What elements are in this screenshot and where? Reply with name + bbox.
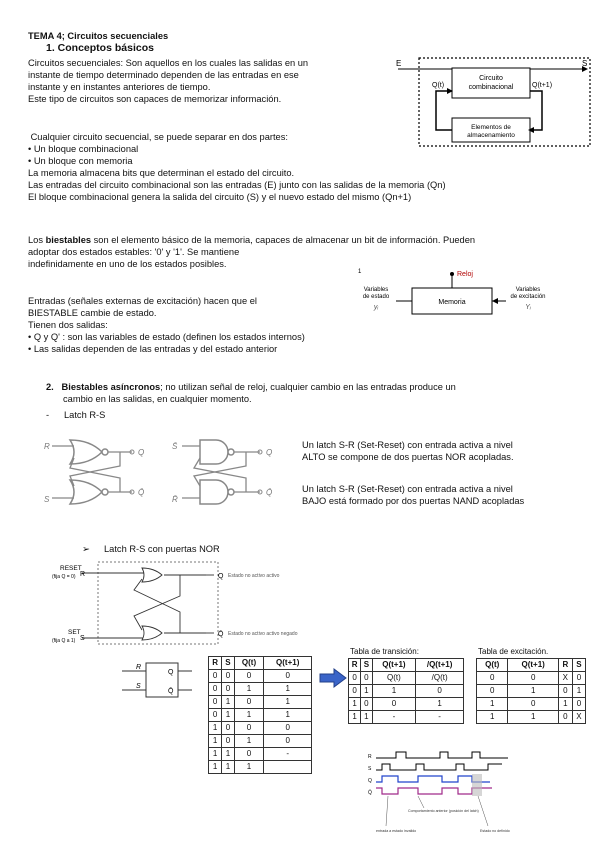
r-waveform	[376, 752, 508, 758]
vars-state-label: Variables	[363, 287, 389, 293]
truth-table	[208, 656, 312, 774]
set-sub: (fija Q a 1)	[52, 638, 76, 644]
label-r: R	[136, 664, 142, 671]
text-line: Tienen dos salidas:	[28, 320, 108, 330]
text-line: BAJO está formado por dos puertas NAND acopladas	[302, 496, 525, 506]
vars-exc-label: de excitación	[510, 294, 546, 300]
table-cell: 1	[264, 709, 312, 722]
entradas-paragraph	[28, 295, 368, 355]
definition-paragraph	[28, 57, 388, 105]
nor-latch-schematic	[30, 560, 330, 648]
col-header: S	[222, 657, 234, 670]
bullet-item: • Las salidas dependen de las entradas y del estado anterior	[28, 344, 278, 354]
table-row	[209, 722, 312, 735]
table-cell: 0	[222, 670, 234, 683]
excitation-table	[476, 658, 586, 724]
table-row	[349, 711, 464, 724]
col-header: S	[572, 659, 585, 672]
vars-state-label: de estado	[362, 294, 390, 300]
table-cell: 0	[209, 670, 222, 683]
table-cell: 1	[264, 683, 312, 696]
label-rbar: R̄	[172, 495, 178, 504]
cross-wire	[134, 575, 180, 630]
table-cell: X	[558, 672, 572, 685]
timing-note: entrada a estado invalido	[376, 829, 417, 833]
table-row	[349, 685, 464, 698]
col-header: Q(t)	[234, 657, 264, 670]
col-header: S	[361, 659, 372, 672]
table-cell: 0	[508, 672, 558, 685]
text-line: Este tipo de circuitos son capaces de memorizar información.	[28, 94, 282, 104]
inversion-bubble	[228, 489, 234, 495]
table-cell: 0	[222, 735, 234, 748]
rs-latch-symbol	[118, 660, 198, 700]
qbar-note: Estado no activo activo negado	[228, 631, 298, 637]
table-cell: -	[372, 711, 416, 724]
table-row	[209, 735, 312, 748]
excitation-title: Tabla de excitación.	[478, 647, 549, 656]
mem-label: Elementos de	[471, 124, 511, 131]
y-label: yᵢ	[373, 304, 379, 311]
sequential-circuit-diagram	[392, 56, 592, 148]
col-header: Q(t+1)	[264, 657, 312, 670]
table-row	[477, 698, 586, 711]
col-header: R	[349, 659, 361, 672]
table-cell: 1	[477, 698, 508, 711]
qbar-output: Q̄	[218, 631, 224, 638]
feedback-out-line	[530, 91, 542, 130]
memory-clock-diagram	[356, 264, 556, 326]
text-line: cambio en las salidas, en cualquier momento.	[63, 394, 252, 404]
label-qbar: Q̄	[138, 488, 145, 497]
label-q: Q	[138, 448, 145, 457]
table-cell: 0	[558, 685, 572, 698]
table-cell: 1	[264, 696, 312, 709]
memory-paragraph	[28, 167, 588, 203]
label-qt1: Q(t+1)	[532, 82, 553, 89]
label-s: S	[582, 59, 588, 68]
label-e: E	[396, 59, 402, 68]
table-cell: Q(t)	[372, 672, 416, 685]
text-line: La memoria almacena bits que determinan el estado del circuito.	[28, 168, 295, 178]
table-cell: 0	[349, 672, 361, 685]
right-arrow-icon	[318, 667, 348, 689]
mem-label: almacenamiento	[467, 132, 515, 139]
excitation-arrow-icon	[492, 298, 498, 304]
feedback-in-line	[436, 91, 452, 130]
text-line: instante y en instantes anteriores de tiempo.	[28, 82, 211, 92]
table-row	[477, 711, 586, 724]
col-header: Q(t)	[477, 659, 508, 672]
text-line: El bloque combinacional genera la salida del circuito (S) y el nuevo estado del mismo (Qn+1)	[28, 192, 412, 202]
bullet-item: • Q y Q' : son las variables de estado (definen los estados internos)	[28, 332, 305, 342]
table-cell: 1	[234, 761, 264, 774]
text-span: ; no utilizan señal de reloj, cualquier cambio en las entradas produce un	[160, 382, 456, 392]
nor-description	[302, 439, 592, 463]
text-line: BIESTABLE cambie de estado.	[28, 308, 157, 318]
bullet-item: • Un bloque con memoria	[28, 156, 133, 166]
table-cell: 0	[234, 722, 264, 735]
table-cell: 0	[477, 685, 508, 698]
inversion-bubble	[228, 449, 234, 455]
table-cell: 1	[222, 696, 234, 709]
transition-title: Tabla de transición:	[350, 647, 419, 656]
col-header: R	[558, 659, 572, 672]
invalid-region	[472, 774, 482, 796]
table-cell: 1	[361, 685, 372, 698]
reset-label: RESET	[60, 565, 82, 572]
text-line: Un latch S-R (Set-Reset) con entrada activa a nivel	[302, 440, 513, 450]
text-line: Circuitos secuenciales: Son aquellos en los cuales las salidas en un	[28, 58, 309, 68]
nor-gate-top	[70, 440, 102, 464]
table-cell: 0	[264, 735, 312, 748]
label-s: S	[136, 683, 141, 690]
transition-table	[348, 658, 464, 724]
table-cell: 1	[234, 709, 264, 722]
inversion-bubble	[102, 489, 108, 495]
col-header: R	[209, 657, 222, 670]
table-cell: 0	[477, 672, 508, 685]
s-input: S	[80, 635, 85, 642]
table-row	[349, 672, 464, 685]
text-line: Entradas (señales externas de excitación) hacen que el	[28, 296, 257, 306]
table-row	[477, 685, 586, 698]
label-qbar: Q̄	[266, 488, 273, 497]
arrow-bullet: ➢	[82, 544, 90, 554]
text-line: Las entradas del circuito combinacional son las entradas (E) junto con las salidas de la memoria (Qn)	[28, 180, 446, 190]
nand-description	[302, 483, 592, 507]
table-row	[209, 683, 312, 696]
table-cell: 0	[508, 698, 558, 711]
table-cell: 1	[222, 709, 234, 722]
annotation-line	[418, 796, 424, 808]
annotation-line	[386, 796, 388, 826]
table-cell: -	[416, 711, 464, 724]
timing-diagram	[368, 748, 528, 836]
nand-latch-gates	[170, 432, 290, 514]
signal-label: R	[368, 754, 372, 760]
feedback-arrow-icon	[528, 127, 534, 133]
table-cell: 0	[209, 696, 222, 709]
text-span: Los	[28, 235, 46, 245]
signal-label: Q	[368, 778, 372, 784]
table-cell: 0	[264, 722, 312, 735]
table-cell: 1	[416, 698, 464, 711]
r-input: R	[80, 571, 86, 578]
text-line: indefinidamente en uno de los estados posibles.	[28, 259, 227, 269]
table-cell: X	[572, 711, 585, 724]
label-qt: Q(t)	[432, 82, 445, 89]
col-header: /Q(t+1)	[416, 659, 464, 672]
text-line: Cualquier circuito secuencial, se puede separar en dos partes:	[28, 132, 288, 142]
label-sbar: S̄	[172, 442, 178, 451]
table-cell: 1	[209, 735, 222, 748]
set-label: SET	[68, 629, 81, 636]
nor-gate-top	[142, 568, 162, 582]
text-line	[46, 381, 566, 393]
clock-label: Reloj	[457, 271, 473, 278]
table-cell: 0	[264, 670, 312, 683]
table-cell	[264, 761, 312, 774]
table-row	[349, 698, 464, 711]
table-cell: /Q(t)	[416, 672, 464, 685]
section-1-heading: 1. Conceptos básicos	[46, 42, 154, 54]
label-q: Q	[266, 448, 273, 457]
bullet-latch-rs: Latch R-S	[64, 410, 106, 420]
signal-label: Q̄	[368, 790, 372, 796]
table-cell: 1	[349, 711, 361, 724]
heading-number: 2.	[46, 382, 54, 392]
table-cell: 0	[558, 711, 572, 724]
timing-note: Estado no definido	[480, 829, 510, 833]
table-row	[477, 672, 586, 685]
table-cell: 1	[222, 761, 234, 774]
text-line: instante de tiempo determinado dependen de las entradas en ese	[28, 70, 299, 80]
table-cell: 0	[349, 685, 361, 698]
timing-note: Comportamiento anterior (posición del latch)	[408, 809, 479, 813]
nor-gate-bottom	[70, 480, 102, 504]
memory-label: Memoria	[438, 299, 466, 306]
nor-latch-heading: Latch R-S con puertas NOR	[104, 544, 220, 554]
label-qbar: Q̄	[168, 688, 174, 695]
table-cell: -	[264, 748, 312, 761]
reset-sub: (fija Q = 0)	[52, 574, 76, 580]
table-row	[209, 748, 312, 761]
signal-label: S	[368, 766, 372, 772]
label-s: S	[44, 495, 50, 504]
table-cell: 0	[234, 748, 264, 761]
table-cell: 0	[222, 683, 234, 696]
text-span: son el elemento básico de la memoria, capaces de almacenar un bit de información. Pueden	[91, 235, 476, 245]
text-line	[28, 234, 598, 246]
nand-gate-top	[200, 440, 228, 464]
table-cell: 1	[209, 761, 222, 774]
table-cell: 1	[477, 711, 508, 724]
q-note: Estado no activo activo	[228, 573, 280, 579]
table-row	[209, 761, 312, 774]
bullet-item: • Un bloque combinacional	[28, 144, 139, 154]
combinational-block	[452, 68, 530, 98]
table-cell: 0	[572, 698, 585, 711]
table-cell: 0	[222, 722, 234, 735]
annotation-line	[478, 796, 488, 826]
table-cell: 0	[361, 698, 372, 711]
table-cell: 1	[508, 685, 558, 698]
parts-paragraph	[28, 131, 388, 167]
table-cell: 1	[361, 711, 372, 724]
comb-label: combinacional	[468, 84, 514, 91]
table-cell: 1	[234, 683, 264, 696]
section-2-heading	[46, 381, 566, 405]
table-cell: 1	[372, 685, 416, 698]
label-q: Q	[168, 669, 174, 676]
s-waveform	[376, 764, 502, 770]
table-cell: 0	[372, 698, 416, 711]
comb-label: Circuito	[479, 75, 503, 82]
col-header: Q(t+1)	[372, 659, 416, 672]
q-output: Q	[218, 573, 224, 580]
bullet-dash: -	[46, 410, 50, 420]
clock-dot-icon	[450, 272, 454, 276]
table-cell: 1	[209, 722, 222, 735]
table-cell: 1	[558, 698, 572, 711]
nor-latch-gates	[40, 432, 160, 514]
table-cell: 0	[572, 672, 585, 685]
bold-term: biestables	[45, 235, 92, 245]
nand-gate-bottom	[200, 480, 228, 504]
table-row	[209, 670, 312, 683]
text-line: adoptar dos estados estables: '0' y '1'. Se mantiene	[28, 247, 240, 257]
table-cell: 1	[572, 685, 585, 698]
text-line: ALTO se compone de dos puertas NOR acopladas.	[302, 452, 514, 462]
arrow-shape	[320, 669, 346, 687]
table-cell: 1	[234, 735, 264, 748]
table-cell: 0	[234, 670, 264, 683]
table-cell: 0	[416, 685, 464, 698]
table-cell: 1	[209, 748, 222, 761]
Y-label: Yᵢ	[525, 304, 531, 311]
text-line: Un latch S-R (Set-Reset) con entrada activa a nivel	[302, 484, 513, 494]
vars-exc-label: Variables	[515, 287, 541, 293]
table-cell: 1	[349, 698, 361, 711]
heading-bold: Biestables asíncronos	[61, 382, 161, 392]
label-r: R	[44, 442, 50, 451]
table-cell: 0	[234, 696, 264, 709]
document-title: TEMA 4; Circuitos secuenciales	[28, 31, 169, 41]
nor-gate-bottom	[142, 626, 162, 640]
inversion-bubble	[102, 449, 108, 455]
figure-number: 1	[358, 269, 362, 275]
table-row	[209, 709, 312, 722]
table-cell: 1	[222, 748, 234, 761]
table-cell: 0	[361, 672, 372, 685]
col-header: Q(t+1)	[508, 659, 558, 672]
table-cell: 0	[209, 683, 222, 696]
table-cell: 1	[508, 711, 558, 724]
table-row	[209, 696, 312, 709]
table-cell: 0	[209, 709, 222, 722]
